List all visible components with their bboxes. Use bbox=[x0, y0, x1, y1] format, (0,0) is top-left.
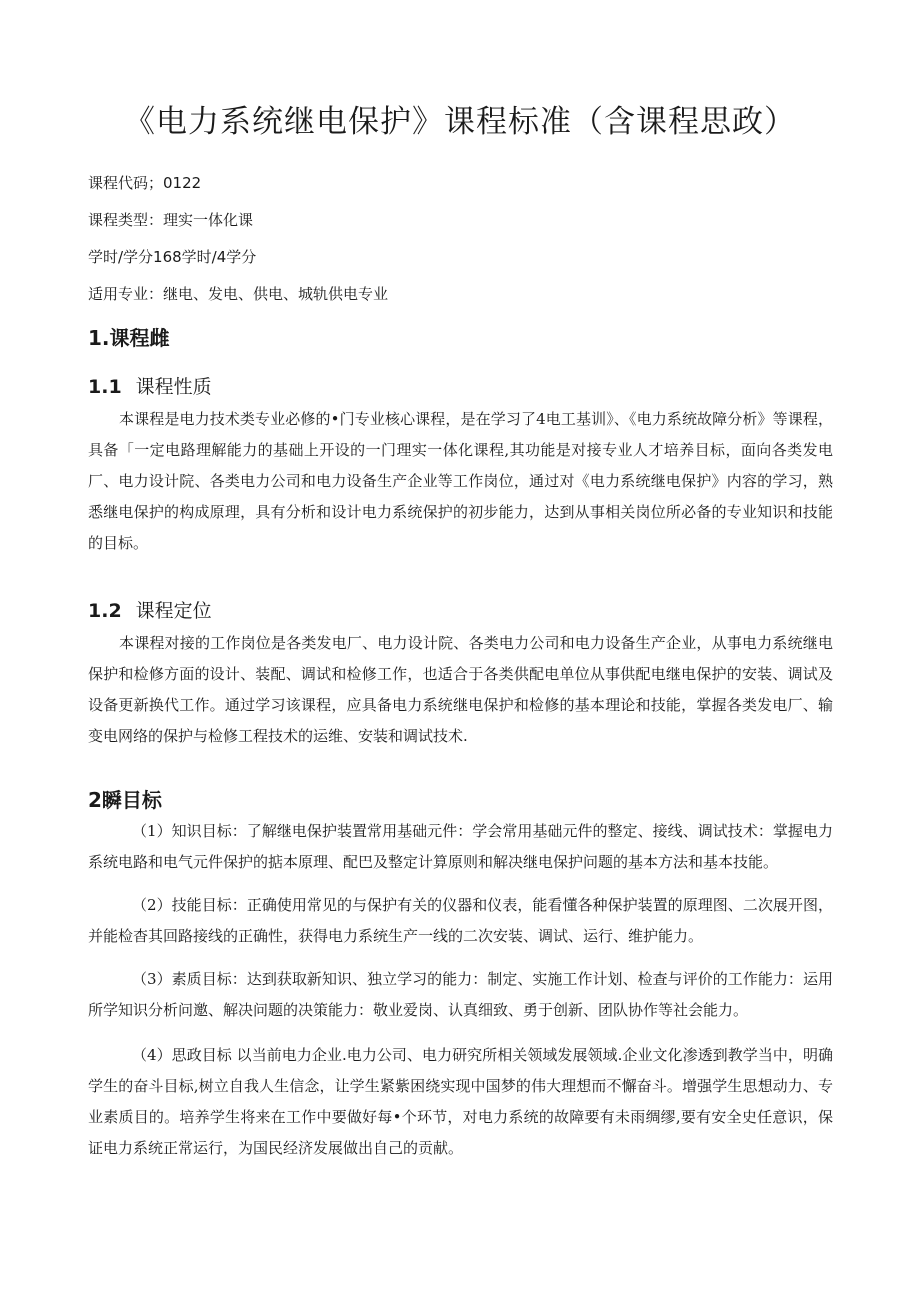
goal-knowledge: （1）知识目标：了解继电保护装置常用基础元件：学会常用基础元件的整定、接线、调试技术：掌握电力系统电路和电气元件保护的掂本原理、配巴及整定计算原则和解决继电保护问题的基本方法和基本技能。 bbox=[88, 822, 833, 871]
section-1-1-heading bbox=[88, 372, 212, 399]
course-majors: 适用专业：继电、发电、供电、城轨供电专业 bbox=[88, 285, 389, 303]
course-positioning-paragraph: 本课程对接的工作岗位是各类发电厂、电力设计院、各类电力公司和电力设备生产企业，从事电力系统继电保护和检修方面的设计、装配、调试和检修工作，也适合于各类供配电单位从事供配电继电保护的安装、调试及设备更新换代工作。通过学习该课程，应具备电力系统继电保护和检修的基本理论和技能，掌握各类发电厂、输变电网络的保护与检修工程技术的运维、安装和调试技术. bbox=[88, 634, 833, 745]
section-1-2-title: 课程定位 bbox=[135, 600, 212, 622]
section-1-2-heading bbox=[88, 596, 212, 623]
course-code: 课程代码；0122 bbox=[88, 174, 202, 192]
goal-skill: （2）技能目标：正确使用常见的与保护有关的仪器和仪表，能看懂各种保护装置的原理图、二次展开图，并能检杳其回路接线的正确性，获得电力系统生产一线的二次安装、调试、运行、维护能力。 bbox=[88, 896, 833, 945]
course-type: 课程类型：理实一体化课 bbox=[88, 211, 254, 229]
course-hours: 学时/学分168学时/4学分 bbox=[88, 248, 257, 266]
goal-ideological: （4）思政目标 以当前电力企业.电力公司、电力研究所相关领域发展领域.企业文化渗透到教学当中，明确学生的奋斗目标,树立自我人生信念，让学生紧紫困绕实现中国梦的伟大理想而不懈奋斗。增强学生思想动力、专业素质目的。培养学生将来在工作中要做好每•个环节，对电力系统的故障要有未雨绸缪,要有安全史任意识，保证电力系统正常运行，为国民经济发展做出自己的贡献。 bbox=[88, 1046, 833, 1157]
section-2-heading: 2瞬目标 bbox=[88, 788, 162, 812]
section-1-2-number: 1.2 bbox=[88, 600, 122, 622]
section-1-heading: 1.课程雌 bbox=[88, 326, 170, 350]
course-nature-paragraph: 本课程是电力技术类专业必修的•门专业核心课程，是在学习了4电工基训》、《电力系统故障分析》等课程，具备「一定电路理解能力的基础上开设的一门理实一体化课程,其功能是对接专业人才培养目标，面向各类发电厂、电力设计院、各类电力公司和电力设备生产企业等工作岗位，通过对《电力系统继电保护》内容的学习，熟悉继电保护的构成原理，具有分析和设计电力系统保护的初步能力，达到从事相关岗位所必备的专业知识和技能的目标。 bbox=[88, 410, 833, 552]
document-title: 《电力系统继电保护》课程标准（含课程思政） bbox=[124, 104, 796, 140]
section-1-1-title: 课程性质 bbox=[135, 376, 212, 398]
goal-quality: （3）素质目标：达到获取新知识、独立学习的能力：制定、实施工作计划、检查与评价的工作能力：运用所学知识分析问邀、解决问题的决策能力：敬业爱岗、认真细致、勇于创新、团队协作等社会能力。 bbox=[88, 970, 833, 1019]
section-1-1-number: 1.1 bbox=[88, 376, 122, 398]
